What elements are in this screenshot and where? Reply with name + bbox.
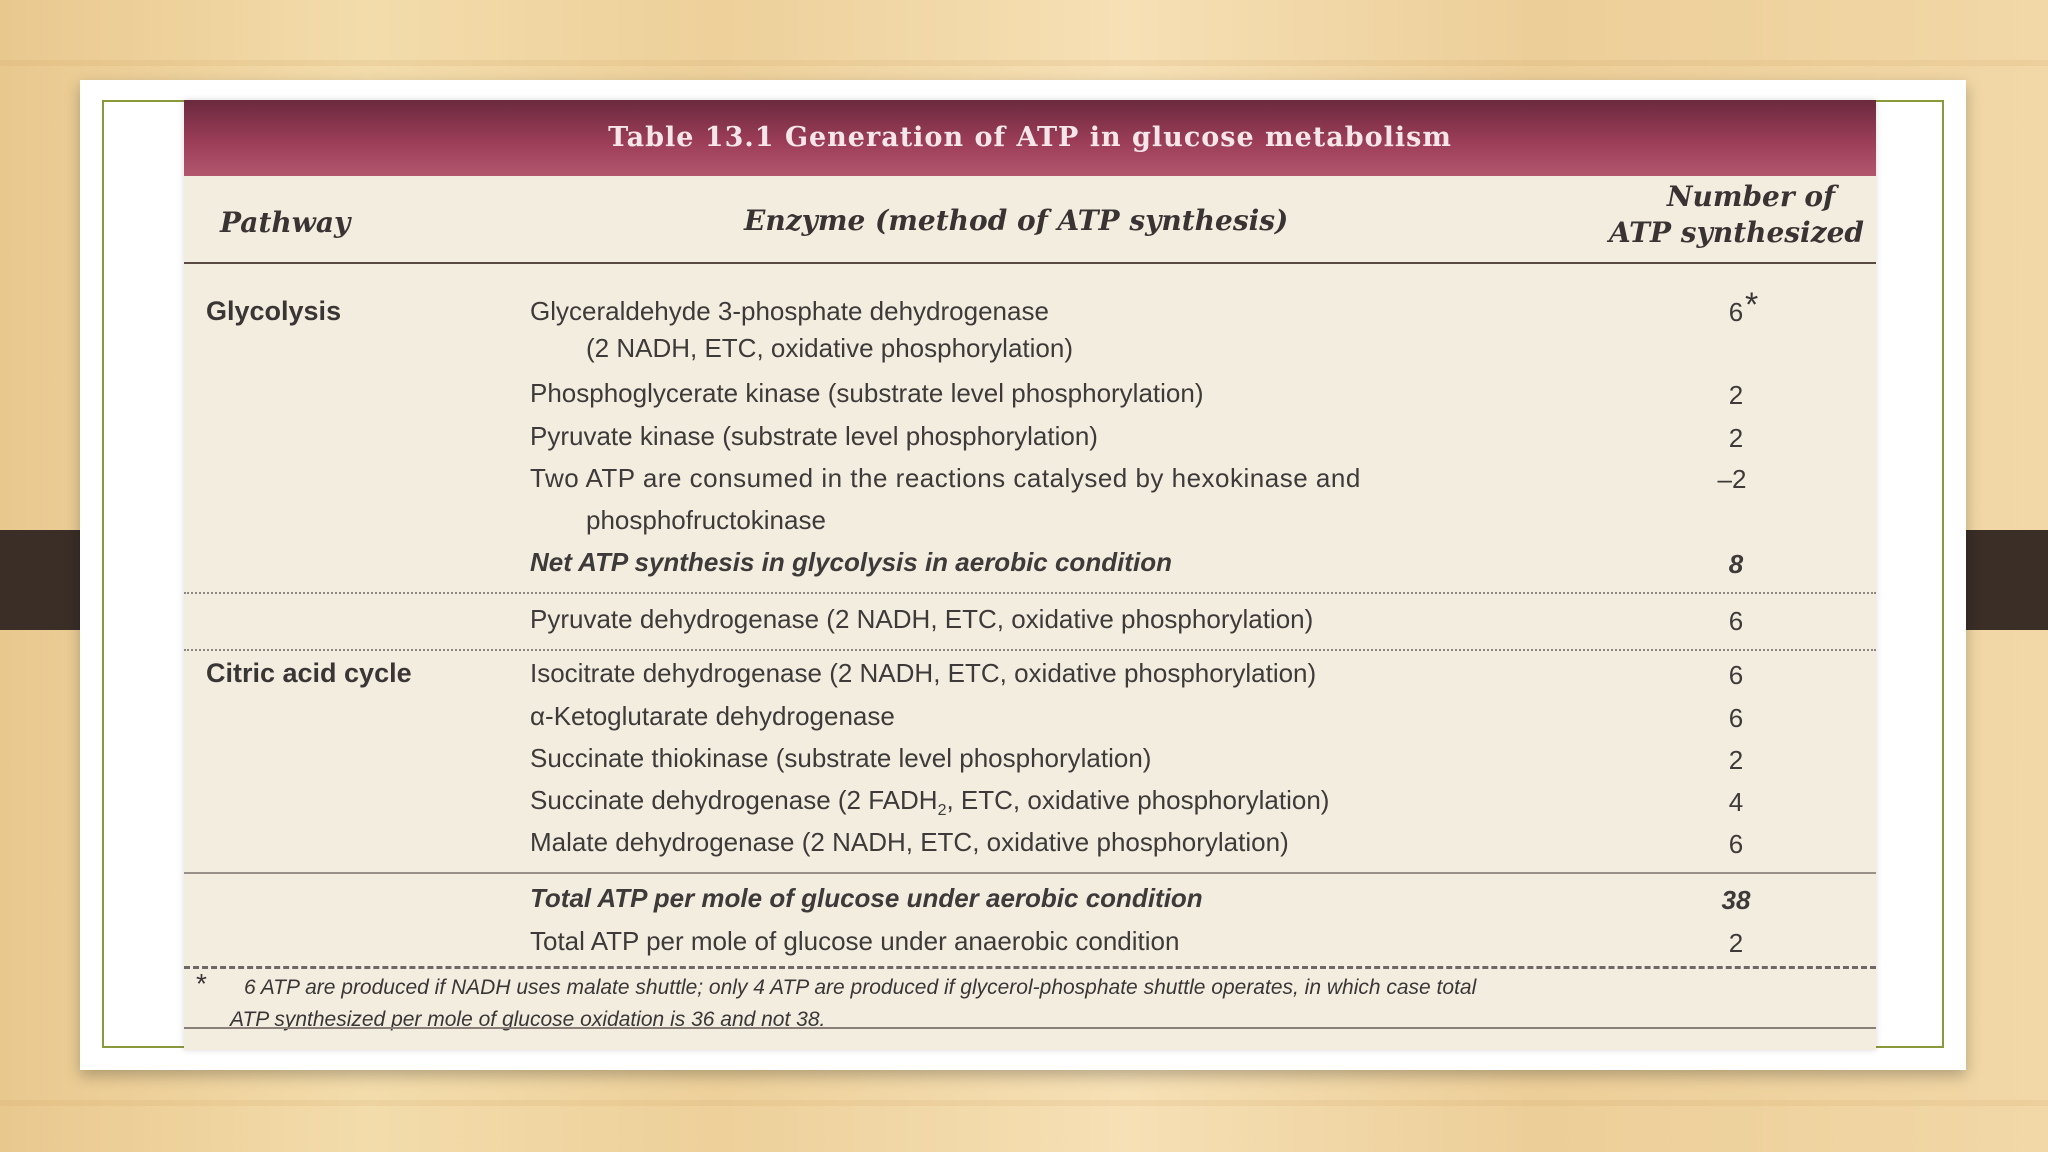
net-glycolysis-value: 8	[1728, 549, 1744, 579]
table-row-cont: phosphofructokinase	[586, 505, 826, 535]
atp-value: 6	[1728, 297, 1744, 327]
pathway-citric-acid-cycle: Citric acid cycle	[206, 658, 412, 688]
atp-value: 6	[1728, 660, 1744, 690]
net-glycolysis-label: Net ATP synthesis in glycolysis in aerobic condition	[530, 547, 1172, 577]
table-row: Malate dehydrogenase (2 NADH, ETC, oxidative phosphorylation)	[530, 827, 1289, 857]
table-row	[530, 785, 1329, 820]
table-row: Pyruvate kinase (substrate level phosphorylation)	[530, 421, 1098, 451]
total-anaerobic-value: 2	[1728, 928, 1744, 958]
header-number-line1: Number of	[1666, 180, 1836, 213]
atp-value: 2	[1728, 745, 1744, 775]
row-divider	[184, 872, 1876, 874]
atp-value: 6	[1728, 829, 1744, 859]
atp-value: 6	[1728, 606, 1744, 636]
pathway-glycolysis: Glycolysis	[206, 296, 342, 326]
table-row: Succinate thiokinase (substrate level phosphorylation)	[530, 743, 1152, 773]
table-row: Two ATP are consumed in the reactions catalysed by hexokinase and	[530, 463, 1361, 493]
table-row: Phosphoglycerate kinase (substrate level phosphorylation)	[530, 378, 1204, 408]
footnote-asterisk: *	[196, 968, 207, 999]
subscript: 2	[937, 802, 947, 820]
row-divider	[184, 649, 1876, 651]
footnote-mark: *	[1745, 286, 1759, 324]
atp-value: 4	[1728, 787, 1744, 817]
total-aerobic-value: 38	[1721, 885, 1751, 915]
table-caption: Table 13.1 Generation of ATP in glucose metabolism	[184, 100, 1876, 176]
row-divider	[184, 592, 1876, 594]
atp-value: 2	[1728, 380, 1744, 410]
table-row: α-Ketoglutarate dehydrogenase	[530, 701, 895, 731]
atp-value: 2	[1728, 423, 1744, 453]
enzyme-text: Succinate dehydrogenase (2 FADH	[530, 785, 938, 815]
slide	[80, 80, 1966, 1070]
footnote-line1: 6 ATP are produced if NADH uses malate shuttle; only 4 ATP are produced if glycerol-phosphate shuttle operates, in which case total	[244, 976, 1477, 999]
header-number-line2: ATP synthesized	[1608, 216, 1864, 249]
total-anaerobic-label: Total ATP per mole of glucose under anaerobic condition	[530, 926, 1180, 956]
table-header	[184, 176, 1876, 264]
header-pathway: Pathway	[220, 206, 351, 239]
enzyme-text: , ETC, oxidative phosphorylation)	[946, 785, 1330, 815]
table-row-cont: (2 NADH, ETC, oxidative phosphorylation)	[586, 333, 1073, 363]
atp-value: 6	[1728, 703, 1744, 733]
atp-value: –2	[1717, 464, 1747, 494]
table-bottom-rule	[184, 1027, 1876, 1029]
table-row: Pyruvate dehydrogenase (2 NADH, ETC, oxidative phosphorylation)	[530, 604, 1314, 634]
header-enzyme: Enzyme (method of ATP synthesis)	[744, 204, 1289, 237]
atp-table	[184, 100, 1876, 1050]
footnote-divider	[184, 966, 1876, 969]
total-aerobic-label: Total ATP per mole of glucose under aerobic condition	[530, 883, 1203, 913]
footnote-line2: ATP synthesized per mole of glucose oxidation is 36 and not 38.	[230, 1008, 826, 1031]
table-row: Glyceraldehyde 3-phosphate dehydrogenase	[530, 296, 1049, 326]
table-row: Isocitrate dehydrogenase (2 NADH, ETC, oxidative phosphorylation)	[530, 658, 1317, 688]
